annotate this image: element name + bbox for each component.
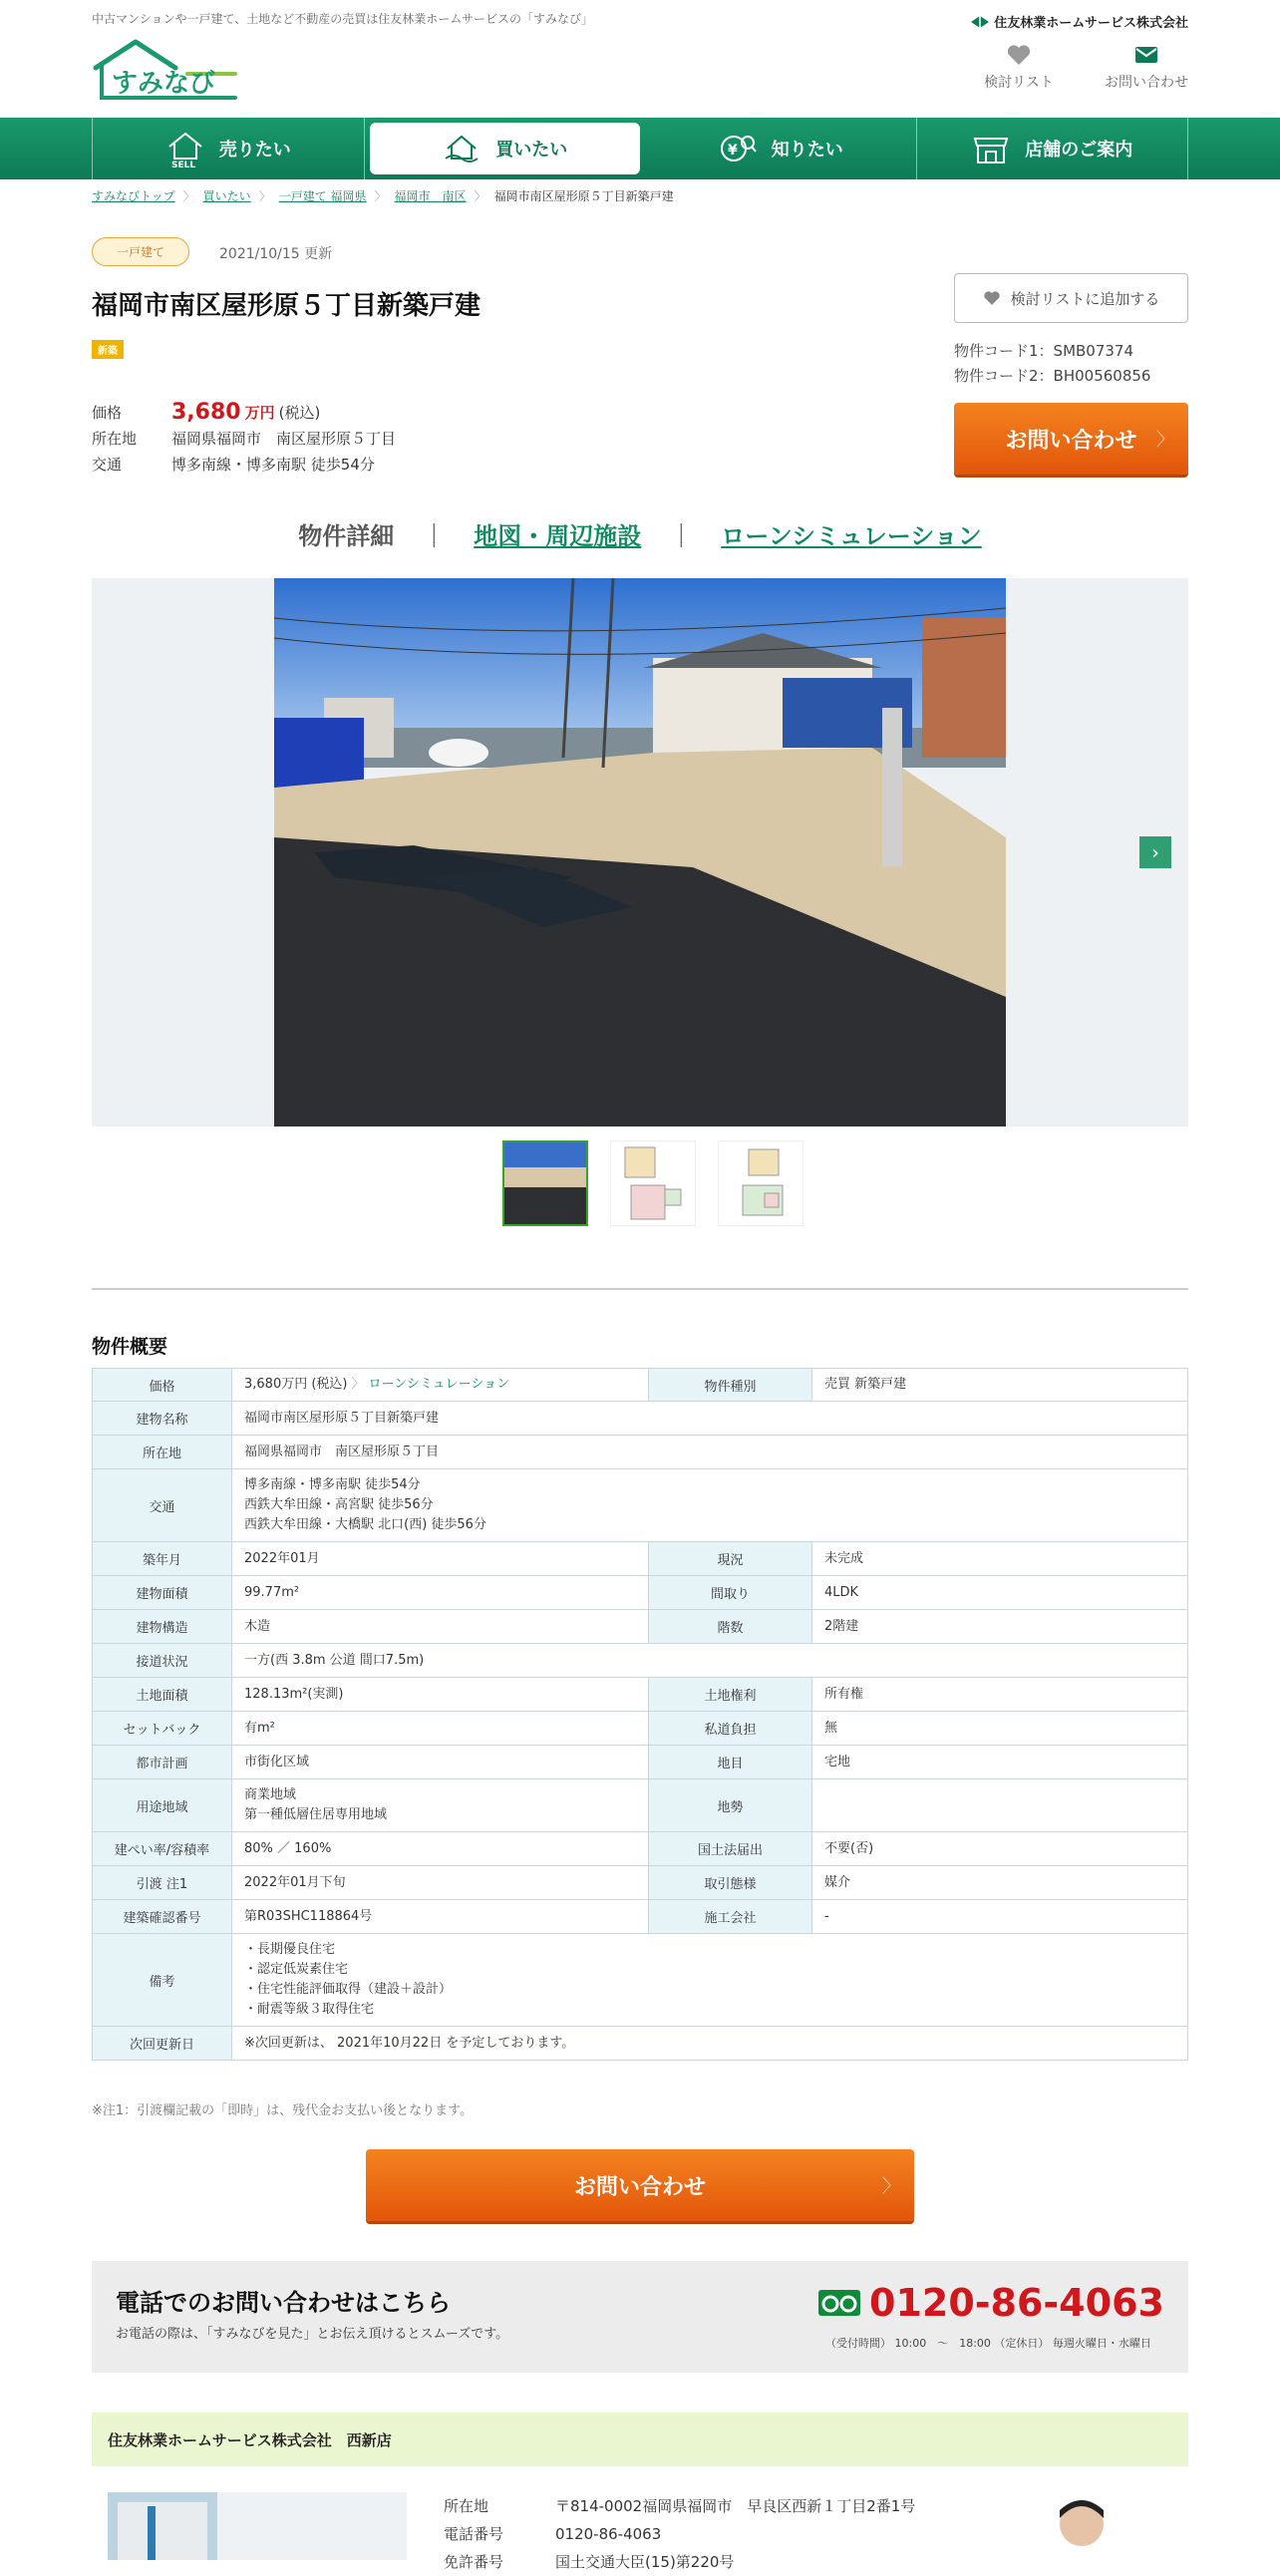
add-to-fav-list-button[interactable] (954, 273, 1188, 323)
nav-buy-label: 買いたい (495, 140, 568, 161)
spec-value-text: ・長期優良住宅 ・認定低炭素住宅 ・住宅性能評価取得（建設＋設計） ・耐震等級３取得住宅 (244, 1942, 453, 2017)
free-dial-number[interactable] (817, 2281, 1164, 2325)
handshake-house-icon (442, 129, 481, 168)
shop-photo (108, 2492, 407, 2560)
chevron-right-icon: 〉 (1156, 430, 1174, 451)
spec-value: 売買 新築戸建 (812, 1369, 1188, 1402)
nav-buy[interactable] (370, 123, 641, 174)
corp-name: 住友林業ホームサービス株式会社 (994, 16, 1188, 31)
thumbnail-photo[interactable] (502, 1140, 588, 1226)
crumb-buy[interactable]: 買いたい (202, 189, 251, 203)
spec-row (93, 1369, 1188, 1402)
spec-key: 交通 (93, 1469, 232, 1542)
corp-leaf-icon (970, 15, 990, 29)
crumb-separator: 〉 (474, 189, 486, 203)
spec-value-text: 3,680万円 (税込) (244, 1377, 348, 1392)
mail-icon (1133, 44, 1159, 66)
spec-key: 間取り (649, 1576, 812, 1610)
crumb-separator: 〉 (374, 189, 387, 203)
spec-key: 地勢 (649, 1779, 812, 1832)
spec-key: 取引態様 (649, 1866, 812, 1900)
fav-list-label: 検討リスト (984, 75, 1054, 91)
spec-key: 階数 (649, 1610, 812, 1644)
tab-divider: ｜ (422, 522, 447, 550)
price-value: 3,680 (171, 399, 241, 425)
sell-icon-text: SELL (170, 161, 195, 170)
tab-map[interactable]: 地図・周辺施設 (474, 522, 642, 550)
price-unit: 万円 (244, 403, 275, 422)
shop-phone-label: 電話番号 (444, 2525, 504, 2543)
spec-row (93, 1644, 1188, 1678)
spec-row (93, 1436, 1188, 1469)
spec-key: セットバック (93, 1712, 232, 1746)
corporate-logo[interactable] (970, 12, 1188, 31)
spec-value (232, 1678, 649, 1712)
crumb-minami-ward[interactable]: 福岡市 南区 (394, 189, 467, 203)
spec-key: 用途地域 (93, 1779, 232, 1832)
address-value: 福岡県福岡市 南区屋形原５丁目 (171, 429, 397, 448)
add-to-fav-label: 検討リストに追加する (1010, 289, 1160, 308)
crumb-separator: 〉 (182, 189, 195, 203)
spec-value (232, 1779, 649, 1832)
nav-shops[interactable] (917, 118, 1189, 179)
header-contact-button[interactable] (1099, 44, 1194, 92)
nav-sell[interactable] (93, 118, 365, 179)
spec-key: 建物面積 (93, 1576, 232, 1610)
nav-learn-label: 知りたい (771, 140, 843, 161)
spec-value-text: 99.77m² (244, 1584, 300, 1600)
spec-value (232, 1576, 649, 1610)
spec-value-text: ※次回更新は、 2021年10月22日 を予定しております。 (244, 2035, 575, 2051)
crumb-current: 福岡市南区屋形原５丁目新築戸建 (493, 189, 674, 203)
spec-key: 価格 (93, 1369, 232, 1402)
logo-house-icon (92, 38, 241, 104)
spec-value-text: 128.13m²(実測) (244, 1686, 344, 1702)
site-tagline: 中古マンションや一戸建て、土地など不動産の売買は住友林業ホームサービスの「すみなび」 (92, 12, 593, 26)
spec-key: 土地権利 (649, 1678, 812, 1712)
suminavi-logo[interactable] (92, 38, 241, 104)
floorplan-image (611, 1141, 697, 1227)
spec-value: 4LDK (812, 1576, 1188, 1610)
shop-license-label: 免許番号 (444, 2553, 504, 2571)
gallery-next-button[interactable] (1139, 836, 1171, 868)
loan-simulation-link[interactable]: ローンシミュレーション (368, 1377, 510, 1392)
spec-row (93, 1576, 1188, 1610)
spec-key: 土地面積 (93, 1678, 232, 1712)
spec-value: 不要(否) (812, 1832, 1188, 1866)
price-label: 価格 (92, 403, 123, 422)
spec-row (93, 1746, 1188, 1779)
global-nav (0, 118, 1280, 179)
spec-key: 物件種別 (649, 1369, 812, 1402)
phone-contact-box (92, 2261, 1188, 2373)
contact-button-label: お問い合わせ (573, 2174, 706, 2200)
spec-value (232, 1610, 649, 1644)
spec-value (232, 1436, 1188, 1469)
spec-value: 未完成 (812, 1542, 1188, 1576)
contact-button-bottom[interactable] (366, 2149, 914, 2221)
spec-key: 都市計画 (93, 1746, 232, 1779)
spec-key: 地目 (649, 1746, 812, 1779)
floorplan-image (719, 1141, 804, 1227)
spec-key: 接道状況 (93, 1644, 232, 1678)
spec-key: 建築確認番号 (93, 1900, 232, 1934)
spec-row (93, 1402, 1188, 1436)
property-type-badge: 一戸建て (92, 237, 189, 266)
property-codes (954, 339, 1150, 389)
spec-value-text: 商業地域 第一種低層住居専用地域 (244, 1787, 388, 1822)
spec-key: 所在地 (93, 1436, 232, 1469)
spec-value: 無 (812, 1712, 1188, 1746)
chevron-right-icon: 〉 (882, 2176, 900, 2197)
spec-value-text: 一方(西 3.8m 公道 間口7.5m) (244, 1652, 425, 1668)
contact-button-top[interactable] (954, 403, 1188, 475)
spec-value-text: 福岡県福岡市 南区屋形原５丁目 (244, 1444, 440, 1459)
shop-building-image (108, 2492, 407, 2560)
spec-row (93, 1610, 1188, 1644)
header-fav-list-button[interactable] (971, 44, 1067, 92)
spec-key: 施工会社 (649, 1900, 812, 1934)
phone-hours: （受付時間） 10:00 ～ 18:00 （定休日） 毎週火曜日・水曜日 (825, 2337, 1151, 2350)
shop-address-label: 所在地 (444, 2497, 489, 2515)
contact-label: お問い合わせ (1105, 75, 1188, 91)
crumb-house-fukuoka[interactable]: 一戸建て 福岡県 (278, 189, 367, 203)
spec-value (812, 1779, 1188, 1832)
spec-value (232, 1469, 1188, 1542)
spec-value (232, 1644, 1188, 1678)
staff-portrait-image (1037, 2488, 1126, 2560)
spec-value (232, 1934, 1188, 2027)
spec-row (93, 1678, 1188, 1712)
spec-value (232, 1866, 649, 1900)
main-photo[interactable] (274, 578, 1006, 1127)
spec-value-text: 80% ／ 160% (244, 1840, 332, 1856)
shop-phone: 0120-86-4063 (555, 2525, 662, 2543)
chevron-right-icon: › (1151, 840, 1159, 864)
spec-value-text: 2022年01月 (244, 1550, 320, 1566)
spec-value (232, 1542, 649, 1576)
property-code-2: 物件コード2：BH00560856 (954, 367, 1151, 385)
heart-icon (983, 290, 1001, 306)
address-label: 所在地 (92, 429, 138, 448)
spec-value (232, 1832, 649, 1866)
spec-value (232, 1402, 1188, 1436)
tab-loan[interactable]: ローンシミュレーション (721, 522, 982, 550)
new-build-badge: 新築 (92, 340, 124, 359)
tab-detail[interactable]: 物件詳細 (298, 522, 395, 550)
spec-key: 備考 (93, 1934, 232, 2027)
spec-row (93, 1866, 1188, 1900)
transport-value: 博多南線・博多南駅 徒歩54分 (171, 455, 375, 474)
property-code-1: 物件コード1：SMB07374 (954, 342, 1134, 360)
lot-photo-image (274, 578, 1006, 1127)
spec-value (232, 1369, 649, 1402)
house-sell-icon (165, 129, 205, 168)
spec-value: 媒介 (812, 1866, 1188, 1900)
logo-text: すみなび (112, 69, 216, 99)
spec-value (232, 1712, 649, 1746)
spec-row (93, 1832, 1188, 1866)
spec-value (232, 1900, 649, 1934)
spec-value: 2階建 (812, 1610, 1188, 1644)
spec-link-separator: 〉 (351, 1377, 365, 1392)
spec-row (93, 1900, 1188, 1934)
property-facts (92, 399, 396, 477)
crumb-top[interactable]: すみなびトップ (92, 189, 175, 203)
thumbnail-floorplan-1[interactable] (610, 1140, 696, 1226)
photo-gallery (92, 578, 1188, 1127)
spec-value: 所有権 (812, 1678, 1188, 1712)
thumbnail-floorplan-2[interactable] (718, 1140, 803, 1226)
free-dial-icon (817, 2289, 861, 2317)
heart-icon (1006, 44, 1032, 66)
contact-button-label: お問い合わせ (1005, 428, 1137, 454)
spec-row (93, 1542, 1188, 1576)
spec-value-text: 福岡市南区屋形原５丁目新築戸建 (244, 1410, 440, 1426)
shop-address: 〒814-0002福岡県福岡市 早良区西新１丁目2番1号 (555, 2497, 916, 2515)
yen-glyph: ¥ (727, 143, 738, 159)
spec-value: 宅地 (812, 1746, 1188, 1779)
spec-key: 国土法届出 (649, 1832, 812, 1866)
spec-key: 建物名称 (93, 1402, 232, 1436)
storefront-icon (971, 129, 1011, 168)
spec-row (93, 2027, 1188, 2061)
spec-key: 私道負担 (649, 1712, 812, 1746)
shop-name: 住友林業ホームサービス株式会社 西新店 (108, 2430, 392, 2449)
spec-row (93, 1934, 1188, 2027)
crumb-separator: 〉 (258, 189, 271, 203)
spec-value-text: 第R03SHC118864号 (244, 1908, 373, 1924)
section-divider (92, 1288, 1188, 1290)
spec-value-text: 2022年01月下旬 (244, 1874, 346, 1890)
spec-row (93, 1779, 1188, 1832)
spec-row (93, 1469, 1188, 1542)
price-tax: (税込) (278, 403, 321, 422)
thumbnail-photo-image (504, 1142, 586, 1224)
shop-info (444, 2492, 915, 2576)
spec-key: 現況 (649, 1542, 812, 1576)
spec-key: 次回更新日 (93, 2027, 232, 2061)
nav-shops-label: 店舗のご案内 (1025, 140, 1133, 161)
spec-value-text: 木造 (244, 1618, 271, 1634)
breadcrumb (92, 187, 674, 204)
spec-section-title: 物件概要 (92, 1336, 168, 1358)
transport-label: 交通 (92, 455, 123, 474)
staff-photo (1037, 2488, 1126, 2560)
yen-search-icon (718, 129, 758, 168)
spec-value-text: 有m² (244, 1720, 275, 1736)
spec-key: 建ぺい率/容積率 (93, 1832, 232, 1866)
spec-row (93, 1712, 1188, 1746)
spec-key: 築年月 (93, 1542, 232, 1576)
spec-value-text: 市街化区域 (244, 1754, 310, 1770)
spec-key: 引渡 注1 (93, 1866, 232, 1900)
spec-footnote: ※注1：引渡欄記載の「即時」は、残代金お支払い後となります。 (92, 2103, 474, 2118)
tab-divider: ｜ (669, 522, 694, 550)
thumbnail-strip (502, 1140, 803, 1226)
nav-sell-label: 売りたい (218, 140, 291, 161)
spec-value-text: 博多南線・博多南駅 徒歩54分 西鉄大牟田線・高宮駅 徒歩56分 西鉄大牟田線・大橋駅 北口(西) 徒歩56分 (244, 1477, 486, 1532)
spec-key: 建物構造 (93, 1610, 232, 1644)
nav-learn[interactable] (645, 118, 917, 179)
phone-heading: 電話でのお問い合わせはこちら (116, 2289, 451, 2317)
updated-date: 2021/10/15 更新 (219, 246, 333, 262)
shop-license: 国土交通大臣(15)第220号 (555, 2553, 735, 2571)
phone-number: 0120-86-4063 (869, 2281, 1164, 2325)
detail-tabs (0, 516, 1280, 551)
spec-value (232, 2027, 1188, 2061)
spec-value: - (812, 1900, 1188, 1934)
spec-value (232, 1746, 649, 1779)
page-title: 福岡市南区屋形原５丁目新築戸建 (92, 291, 481, 321)
phone-subtext: お電話の際は、「すみなびを見た」とお伝え頂けるとスムーズです。 (116, 2327, 509, 2342)
property-spec-table (92, 1368, 1188, 2061)
shop-name-bar (92, 2413, 1188, 2466)
